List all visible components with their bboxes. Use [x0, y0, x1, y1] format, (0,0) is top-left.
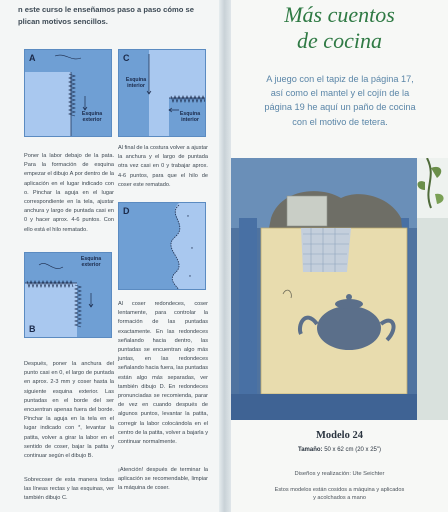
diagram-b-note: Esquina exterior [80, 256, 102, 268]
product-photo [231, 158, 417, 420]
diagram-d [118, 202, 206, 290]
diagram-a-label: A [29, 53, 36, 63]
intro-text [18, 4, 218, 28]
size-label: Tamaño: [297, 447, 323, 453]
text-col1-b: Después, poner la anchura del punto casi en 0, el largo de puntada en aprox. 2-3 mm y coser hasta la siguiente esquina exterior. Las puntadas en el borde del ser encuentran apenas fuera del borde. Pinchar la aguja en la tela en el lugar indicado con *, levantar la patita, volver a girar la labor en el sentido de coser, bajar la patita y continuar según el dibujo B. [24, 361, 114, 460]
diagram-a [24, 49, 112, 137]
page-gutter [219, 0, 231, 512]
diagram-c-note-top: Esquina interior [125, 77, 147, 89]
diagram-b [24, 252, 112, 338]
footnote-line-1: Estos modelos están cosidos a máquina y aplicados [274, 487, 405, 493]
footnote [231, 486, 448, 502]
diagram-b-label: B [29, 324, 36, 334]
subtitle [239, 72, 441, 129]
text-col2-a: Al final de la costura volver a ajustar la anchura y el largo de puntada otra vez casi en 0 y trabajar aprox. 4-6 puntos, para que el hilo de coser este rematado. [118, 145, 208, 188]
intro-line-1: n este curso le enseñamos paso a paso cómo se [18, 5, 194, 14]
subtitle-line-4: con el motivo de tetera. [292, 116, 388, 127]
subtitle-line-2: así como el mantel y el cojín de la [270, 88, 410, 99]
model-size [231, 447, 448, 453]
text-col1-c: Sobrecoser de esta manera todas las líneas rectas y las esquinas, ver también dibujo C. [24, 477, 114, 502]
diagram-c-label: C [123, 53, 130, 63]
svg-text:*: * [187, 215, 189, 221]
text-col2-b: Al coser redondeces, coser lentamente, para controlar la formación de las puntadas exactamente. En las redondeces señalando hacia dentro, las puntadas se encuentran algo más juntas, en las redondeces señalando hacia fuera, las puntadas están algo más separadas, ver también dibujo D. En redondeces pronunciadas se recomienda, parar de vez en cuando después de algunos puntos, levantar la patita, corregir la labor colocándola en el centro de la patita, volver a bajarla y continuar normalmente. [118, 301, 208, 446]
title-line-1: Más cuentos [284, 2, 395, 27]
text-col1-a: Poner la labor debajo de la pata. Para la formación de esquina empezar el dibujo A por dentro de la aplicación en el lugar indicado con o. Pinchar la aguja en el lugar correspondiente en la tela, ajustar anchura y largo de puntada casi en 0 y hacer aprox. 4-6 puntos. Con ello está el hilo rematado. [24, 153, 114, 233]
subtitle-line-3: página 19 he aquí un paño de cocina [264, 102, 416, 113]
right-page [231, 0, 448, 512]
svg-text:*: * [189, 275, 191, 281]
credits: Diseños y realización: Ute Seichter [294, 471, 385, 477]
diagram-a-note: Esquina exterior [81, 111, 103, 123]
intro-line-2: plican motivos sencillos. [18, 17, 108, 26]
model-name: Modelo 24 [316, 430, 363, 441]
title-line-2: de cocina [297, 28, 382, 53]
diagram-d-label: D [123, 206, 130, 216]
subtitle-line-1: A juego con el tapiz de la página 17, [266, 74, 414, 84]
photo-side-plant [417, 158, 448, 420]
diagram-c-note-bottom: Esquina interior [179, 111, 201, 123]
svg-text:*: * [191, 247, 193, 253]
footnote-line-2: y acolchados a mano [313, 495, 366, 501]
diagram-c [118, 49, 206, 137]
text-col2-c: ¡Atención! después de terminar la aplicación se recomendable, limpiar la máquina de coser. [118, 467, 208, 492]
left-page [0, 0, 220, 512]
size-value: 50 x 62 cm (20 x 25") [324, 447, 382, 453]
